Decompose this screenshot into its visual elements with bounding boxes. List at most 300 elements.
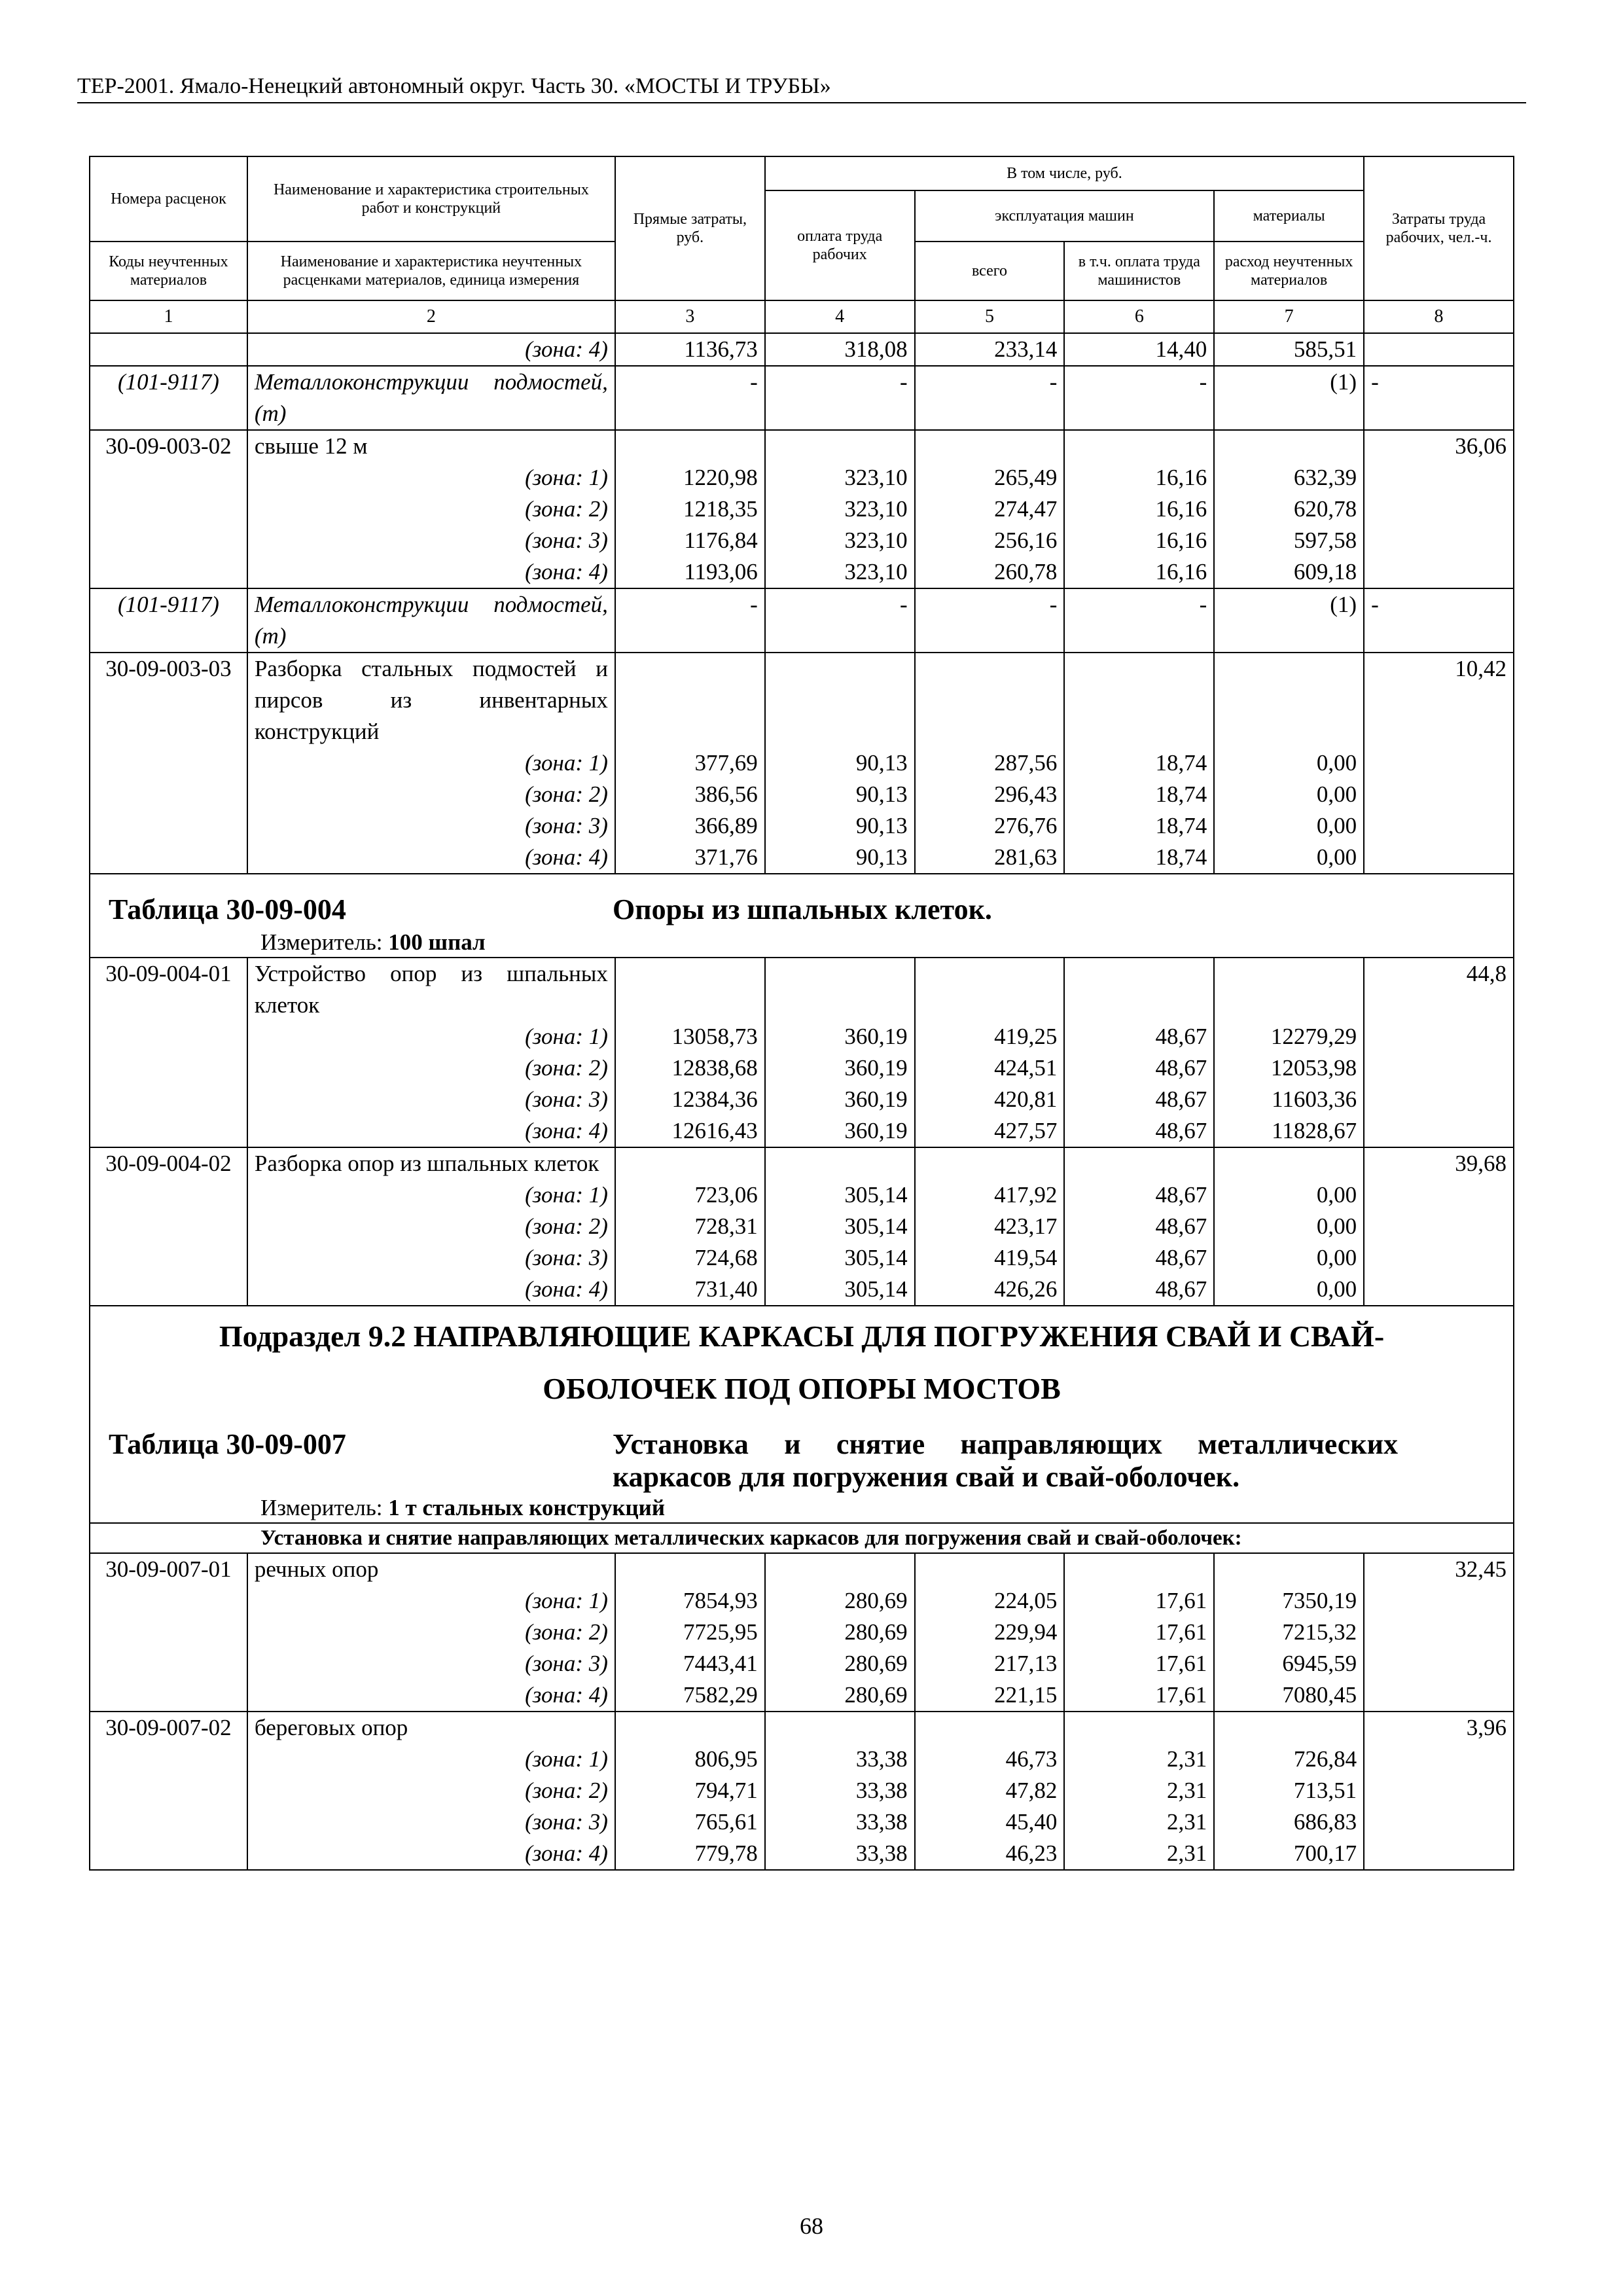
value-cell: 276,76 (915, 810, 1065, 842)
col3-header: Прямые затраты, руб. (615, 156, 765, 300)
value-cell: 420,81 (915, 1084, 1065, 1115)
work-name: свыше 12 м (247, 430, 615, 462)
machines-header: эксплуатация машин (915, 190, 1215, 242)
value-cell: 7080,45 (1214, 1679, 1364, 1712)
labor-cell (1364, 810, 1514, 842)
zone-label: (зона: 3) (247, 1084, 615, 1115)
value-cell (1214, 1553, 1364, 1585)
code-cell (90, 1115, 247, 1147)
subsection-title: Подраздел 9.2 НАПРАВЛЯЮЩИЕ КАРКАСЫ ДЛЯ ПОГРУЖЕНИЯ СВАЙ И СВАЙ-ОБОЛОЧЕК ПОД ОПОРЫ МОСТОВ (219, 1319, 1385, 1405)
value-cell: 2,31 (1064, 1775, 1214, 1806)
value-cell: 11828,67 (1214, 1115, 1364, 1147)
rate-code: 30-09-004-01 (90, 958, 247, 1021)
column-number: 6 (1064, 300, 1214, 333)
value-cell: 217,13 (915, 1648, 1065, 1679)
zone-label: (зона: 3) (247, 1242, 615, 1274)
value-cell (1214, 958, 1364, 1021)
material-code: (101-9117) (90, 588, 247, 653)
value-cell (765, 430, 915, 462)
code-cell (90, 1744, 247, 1775)
labor-cell (1364, 842, 1514, 874)
value-cell: 7582,29 (615, 1679, 765, 1712)
value-cell: 360,19 (765, 1052, 915, 1084)
zone-label: (зона: 3) (247, 1806, 615, 1838)
value-cell: 360,19 (765, 1115, 915, 1147)
value-cell: 280,69 (765, 1679, 915, 1712)
code-cell (90, 1775, 247, 1806)
page-number: 68 (800, 2213, 823, 2239)
zone-label: (зона: 2) (247, 1617, 615, 1648)
value-cell: 0,00 (1214, 747, 1364, 779)
zone-row (90, 1585, 1514, 1617)
value-cell: 265,49 (915, 462, 1065, 493)
material-name: Металлоконструкции подмостей, (т) (247, 366, 615, 430)
value-cell: 794,71 (615, 1775, 765, 1806)
value-cell: 17,61 (1064, 1648, 1214, 1679)
value-cell: 360,19 (765, 1021, 915, 1052)
value-cell: 12616,43 (615, 1115, 765, 1147)
table-004-heading (90, 874, 1514, 958)
value-cell: 256,16 (915, 525, 1065, 556)
code-cell (90, 493, 247, 525)
value-cell: 90,13 (765, 747, 915, 779)
value-cell: 287,56 (915, 747, 1065, 779)
value-cell (615, 1712, 765, 1744)
zone-label: (зона: 2) (247, 779, 615, 810)
material-row (90, 588, 1514, 653)
value-cell (1064, 430, 1214, 462)
value-cell: 323,10 (765, 556, 915, 588)
value-cell: (1) (1214, 366, 1364, 430)
column-number: 2 (247, 300, 615, 333)
value-cell (615, 653, 765, 747)
value-cell: 45,40 (915, 1806, 1065, 1838)
value-cell: 274,47 (915, 493, 1065, 525)
value-cell: 609,18 (1214, 556, 1364, 588)
labor-cell (1364, 747, 1514, 779)
work-name: речных опор (247, 1553, 615, 1585)
labor-cell (1364, 556, 1514, 588)
labor-cell (1364, 333, 1514, 366)
code-cell (90, 1211, 247, 1242)
zone-label: (зона: 1) (247, 462, 615, 493)
value-cell (915, 1553, 1065, 1585)
item-row (90, 430, 1514, 462)
value-cell: 726,84 (1214, 1744, 1364, 1775)
value-cell: 2,31 (1064, 1806, 1214, 1838)
zone-label: (зона: 2) (247, 1052, 615, 1084)
labor-cell (1364, 1679, 1514, 1712)
value-cell: 16,16 (1064, 462, 1214, 493)
value-cell: 419,54 (915, 1242, 1065, 1274)
zone-label: (зона: 2) (247, 1211, 615, 1242)
value-cell (915, 653, 1065, 747)
value-cell: 221,15 (915, 1679, 1065, 1712)
col2-bottom-header: Наименование и характеристика неучтенных расценками материалов, единица измерения (247, 242, 615, 300)
value-cell: 48,67 (1064, 1052, 1214, 1084)
value-cell: 14,40 (1064, 333, 1214, 366)
labor-cell (1364, 1052, 1514, 1084)
value-cell: 12838,68 (615, 1052, 765, 1084)
value-cell (915, 1147, 1065, 1179)
zone-label: (зона: 2) (247, 1775, 615, 1806)
value-cell: 377,69 (615, 747, 765, 779)
materials-header: материалы (1214, 190, 1364, 242)
code-cell (90, 1052, 247, 1084)
labor-cell: 36,06 (1364, 430, 1514, 462)
value-cell: 16,16 (1064, 556, 1214, 588)
value-cell: 233,14 (915, 333, 1065, 366)
value-cell: 713,51 (1214, 1775, 1364, 1806)
code-cell (90, 1084, 247, 1115)
zone-row (90, 1744, 1514, 1775)
value-cell: - (765, 366, 915, 430)
code-cell (90, 1617, 247, 1648)
value-cell: 12279,29 (1214, 1021, 1364, 1052)
value-cell: 33,38 (765, 1806, 915, 1838)
value-cell: 728,31 (615, 1211, 765, 1242)
group-note (90, 1523, 1514, 1553)
value-cell: 0,00 (1214, 1211, 1364, 1242)
value-cell: 632,39 (1214, 462, 1364, 493)
column-number: 4 (765, 300, 915, 333)
value-cell: - (615, 366, 765, 430)
column-number: 1 (90, 300, 247, 333)
value-cell: - (1064, 588, 1214, 653)
value-cell: 48,67 (1064, 1084, 1214, 1115)
measure-value: 1 т стальных конструкций (388, 1495, 665, 1520)
value-cell: 0,00 (1214, 779, 1364, 810)
work-name: береговых опор (247, 1712, 615, 1744)
value-cell: 323,10 (765, 493, 915, 525)
value-cell: 17,61 (1064, 1617, 1214, 1648)
value-cell: 305,14 (765, 1274, 915, 1306)
value-cell: 90,13 (765, 842, 915, 874)
value-cell: 323,10 (765, 525, 915, 556)
value-cell: 597,58 (1214, 525, 1364, 556)
code-cell (90, 842, 247, 874)
zone-label: (зона: 4) (247, 1115, 615, 1147)
zone-row (90, 1648, 1514, 1679)
labor-cell (1364, 1242, 1514, 1274)
item-row (90, 1712, 1514, 1744)
code-cell (90, 747, 247, 779)
value-cell: 585,51 (1214, 333, 1364, 366)
labor-cell (1364, 1211, 1514, 1242)
value-cell: 33,38 (765, 1744, 915, 1775)
value-cell (765, 958, 915, 1021)
value-cell: 7350,19 (1214, 1585, 1364, 1617)
labor-cell (1364, 1648, 1514, 1679)
value-cell: 16,16 (1064, 525, 1214, 556)
value-cell: 47,82 (915, 1775, 1065, 1806)
labor-cell (1364, 1021, 1514, 1052)
col1-top-header: Номера расценок (90, 156, 247, 242)
value-cell: 1220,98 (615, 462, 765, 493)
zone-label: (зона: 4) (247, 1274, 615, 1306)
value-cell: - (615, 588, 765, 653)
zone-row (90, 810, 1514, 842)
labor-cell: 10,42 (1364, 653, 1514, 747)
zone-row (90, 1679, 1514, 1712)
group-note-text: Установка и снятие направляющих металлических каркасов для погружения свай и свай-оболочек: (260, 1526, 1242, 1550)
value-cell: 0,00 (1214, 1242, 1364, 1274)
value-cell (1064, 1553, 1214, 1585)
value-cell: 0,00 (1214, 1179, 1364, 1211)
value-cell (1214, 1147, 1364, 1179)
value-cell: 7443,41 (615, 1648, 765, 1679)
value-cell: 0,00 (1214, 1274, 1364, 1306)
value-cell (1064, 1147, 1214, 1179)
code-cell (90, 333, 247, 366)
value-cell (1214, 653, 1364, 747)
value-cell (1064, 958, 1214, 1021)
zone-row (90, 1806, 1514, 1838)
measure-label: Измеритель: (260, 929, 383, 955)
value-cell (765, 653, 915, 747)
table-title (97, 874, 1507, 928)
code-cell (90, 525, 247, 556)
work-name: Разборка стальных подмостей и пирсов из инвентарных конструкций (247, 653, 615, 747)
labor-cell: 44,8 (1364, 958, 1514, 1021)
zone-row (90, 747, 1514, 779)
value-cell (615, 430, 765, 462)
zone-label: (зона: 1) (247, 1744, 615, 1775)
value-cell: 2,31 (1064, 1744, 1214, 1775)
zone-label: (зона: 3) (247, 810, 615, 842)
zone-row (90, 1115, 1514, 1147)
labor-cell: 39,68 (1364, 1147, 1514, 1179)
column-number-row (90, 300, 1514, 333)
zone-label: (зона: 4) (247, 842, 615, 874)
value-cell: 1136,73 (615, 333, 765, 366)
value-cell: 6945,59 (1214, 1648, 1364, 1679)
value-cell: 18,74 (1064, 810, 1214, 842)
measure-label: Измеритель: (260, 1495, 383, 1520)
labor-cell (1364, 1744, 1514, 1775)
labor-cell: 3,96 (1364, 1712, 1514, 1744)
zone-label: (зона: 4) (247, 333, 615, 366)
table-name: Установка и снятие направляющих металлических каркасов для погружения свай и свай-оболочек. (613, 1428, 1398, 1493)
measure-value: 100 шпал (388, 929, 486, 955)
value-cell: 1176,84 (615, 525, 765, 556)
work-name: Разборка опор из шпальных клеток (247, 1147, 615, 1179)
value-cell: 7725,95 (615, 1617, 765, 1648)
column-number: 8 (1364, 300, 1514, 333)
table-004-heading-cell (90, 874, 1514, 958)
code-cell (90, 556, 247, 588)
value-cell: 12053,98 (1214, 1052, 1364, 1084)
value-cell: 18,74 (1064, 747, 1214, 779)
value-cell (765, 1147, 915, 1179)
value-cell: 424,51 (915, 1052, 1065, 1084)
value-cell: 0,00 (1214, 842, 1364, 874)
labor-cell (1364, 1838, 1514, 1870)
column-number: 3 (615, 300, 765, 333)
material-name: Металлоконструкции подмостей, (т) (247, 588, 615, 653)
value-cell: 7854,93 (615, 1585, 765, 1617)
col6-header: в т.ч. оплата труда машинистов (1064, 242, 1214, 300)
zone-row (90, 1052, 1514, 1084)
code-cell (90, 1648, 247, 1679)
value-cell: 48,67 (1064, 1242, 1214, 1274)
col2-top-header: Наименование и характеристика строительных работ и конструкций (247, 156, 615, 242)
code-cell (90, 1838, 247, 1870)
value-cell: 280,69 (765, 1617, 915, 1648)
table-title (97, 1415, 1507, 1494)
code-cell (90, 810, 247, 842)
value-cell: 360,19 (765, 1084, 915, 1115)
value-cell: 417,92 (915, 1179, 1065, 1211)
value-cell: 765,61 (615, 1806, 765, 1838)
rate-code: 30-09-003-02 (90, 430, 247, 462)
value-cell: - (1064, 366, 1214, 430)
labor-cell (1364, 1179, 1514, 1211)
zone-label: (зона: 3) (247, 1648, 615, 1679)
value-cell: 2,31 (1064, 1838, 1214, 1870)
code-cell (90, 1274, 247, 1306)
page-header: ТЕР-2001. Ямало-Ненецкий автономный округ. Часть 30. «МОСТЫ И ТРУБЫ» (77, 73, 1526, 103)
code-cell (90, 779, 247, 810)
rate-code: 30-09-007-01 (90, 1553, 247, 1585)
value-cell (765, 1553, 915, 1585)
value-cell: 33,38 (765, 1838, 915, 1870)
value-cell (1064, 653, 1214, 747)
group-header: В том числе, руб. (765, 156, 1364, 190)
value-cell: 1193,06 (615, 556, 765, 588)
value-cell: 305,14 (765, 1242, 915, 1274)
zone-label: (зона: 1) (247, 747, 615, 779)
value-cell: 280,69 (765, 1585, 915, 1617)
zone-row (90, 1838, 1514, 1870)
value-cell: 229,94 (915, 1617, 1065, 1648)
value-cell: 281,63 (915, 842, 1065, 874)
item-row (90, 1147, 1514, 1179)
value-cell: 686,83 (1214, 1806, 1364, 1838)
value-cell (765, 1712, 915, 1744)
zone-row (90, 333, 1514, 366)
value-cell: 323,10 (765, 462, 915, 493)
zone-label: (зона: 4) (247, 1679, 615, 1712)
material-code: (101-9117) (90, 366, 247, 430)
value-cell: 419,25 (915, 1021, 1065, 1052)
code-cell (90, 1806, 247, 1838)
value-cell: 0,00 (1214, 810, 1364, 842)
zone-label: (зона: 3) (247, 525, 615, 556)
column-number: 7 (1214, 300, 1364, 333)
zone-row (90, 1211, 1514, 1242)
labor-cell (1364, 1806, 1514, 1838)
zone-label: (зона: 2) (247, 493, 615, 525)
value-cell: 18,74 (1064, 842, 1214, 874)
rate-code: 30-09-004-02 (90, 1147, 247, 1179)
value-cell: 620,78 (1214, 493, 1364, 525)
zone-row (90, 525, 1514, 556)
value-cell: 731,40 (615, 1274, 765, 1306)
zone-row (90, 556, 1514, 588)
table-label: Таблица 30-09-007 (109, 1428, 346, 1460)
value-cell (915, 1712, 1065, 1744)
value-cell (1064, 1712, 1214, 1744)
value-cell: - (915, 588, 1065, 653)
zone-label: (зона: 1) (247, 1021, 615, 1052)
value-cell: 296,43 (915, 779, 1065, 810)
value-cell: 371,76 (615, 842, 765, 874)
code-cell (90, 1179, 247, 1211)
labor-cell (1364, 1274, 1514, 1306)
table-name: Опоры из шпальных клеток. (613, 893, 992, 925)
zone-label: (зона: 1) (247, 1585, 615, 1617)
col5-header: всего (915, 242, 1065, 300)
zone-row (90, 1084, 1514, 1115)
labor-cell (1364, 1084, 1514, 1115)
labor-cell (1364, 462, 1514, 493)
value-cell: (1) (1214, 588, 1364, 653)
rate-code: 30-09-007-02 (90, 1712, 247, 1744)
value-cell: 423,17 (915, 1211, 1065, 1242)
value-cell: 366,89 (615, 810, 765, 842)
zone-label: (зона: 4) (247, 1838, 615, 1870)
value-cell: 11603,36 (1214, 1084, 1364, 1115)
zone-row (90, 1775, 1514, 1806)
value-cell: 13058,73 (615, 1021, 765, 1052)
zone-row (90, 779, 1514, 810)
value-cell: 724,68 (615, 1242, 765, 1274)
labor-cell (1364, 779, 1514, 810)
value-cell: 1218,35 (615, 493, 765, 525)
measure-line (97, 1494, 1507, 1522)
value-cell (1214, 1712, 1364, 1744)
value-cell (615, 1553, 765, 1585)
labor-cell (1364, 1617, 1514, 1648)
zone-label: (зона: 1) (247, 1179, 615, 1211)
labor-cell: - (1364, 588, 1514, 653)
rate-code: 30-09-003-03 (90, 653, 247, 747)
value-cell: 48,67 (1064, 1211, 1214, 1242)
value-cell: 12384,36 (615, 1084, 765, 1115)
value-cell: 48,67 (1064, 1115, 1214, 1147)
header-row-1 (90, 156, 1514, 190)
labor-cell (1364, 1115, 1514, 1147)
value-cell: 700,17 (1214, 1838, 1364, 1870)
zone-row (90, 842, 1514, 874)
value-cell (915, 958, 1065, 1021)
value-cell: 48,67 (1064, 1021, 1214, 1052)
zone-row (90, 1617, 1514, 1648)
material-row (90, 366, 1514, 430)
code-cell (90, 462, 247, 493)
value-cell: 305,14 (765, 1179, 915, 1211)
labor-cell: - (1364, 366, 1514, 430)
value-cell: 318,08 (765, 333, 915, 366)
col8-header: Затраты труда рабочих, чел.-ч. (1364, 156, 1514, 300)
col4-header: оплата труда рабочих (765, 190, 915, 300)
subsection-heading (90, 1306, 1514, 1523)
value-cell: 386,56 (615, 779, 765, 810)
labor-cell (1364, 493, 1514, 525)
value-cell (615, 1147, 765, 1179)
value-cell: 426,26 (915, 1274, 1065, 1306)
value-cell: 779,78 (615, 1838, 765, 1870)
value-cell: 280,69 (765, 1648, 915, 1679)
value-cell: 16,16 (1064, 493, 1214, 525)
value-cell: 17,61 (1064, 1585, 1214, 1617)
value-cell: 46,73 (915, 1744, 1065, 1775)
group-note-cell (90, 1523, 1514, 1553)
zone-row (90, 1179, 1514, 1211)
value-cell: 305,14 (765, 1211, 915, 1242)
measure-line (97, 928, 1507, 957)
